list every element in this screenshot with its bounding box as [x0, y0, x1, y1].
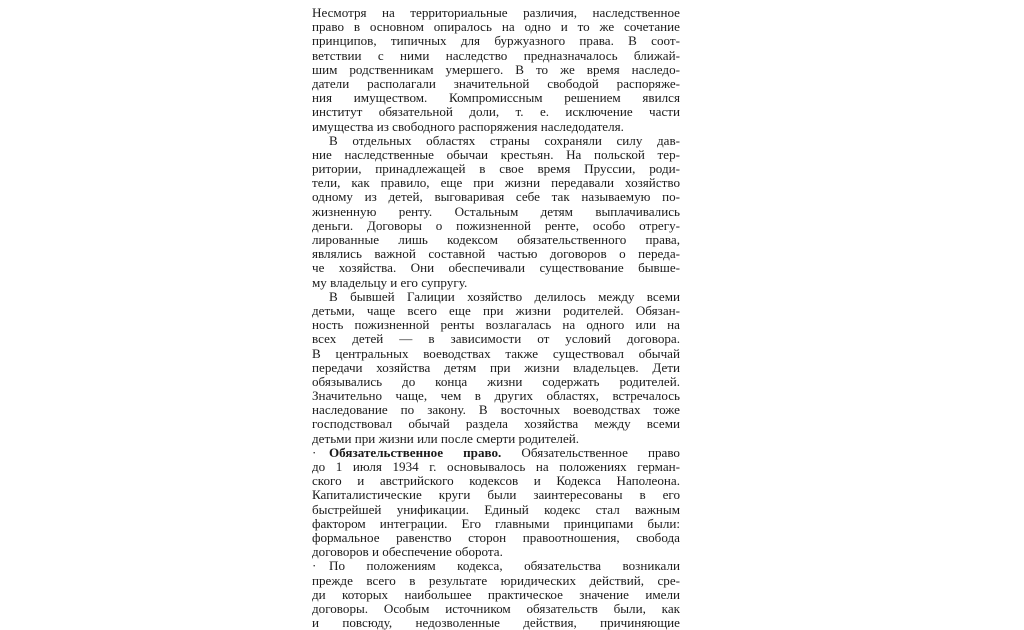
- text-line: В отдельных областях страны сохраняли силу дав-: [329, 133, 680, 148]
- text-line: деньги. Договоры о пожизненной ренте, особо отрегу-: [312, 218, 680, 233]
- text-line: право в основном опиралось на одно и то же сочетание: [312, 20, 680, 35]
- text-line: ветствии с ними наследство предназначалось ближай-: [312, 48, 680, 63]
- text-line: наследование по закону. В восточных воеводствах тоже: [312, 403, 680, 418]
- text-line: до 1 июля 1934 г. основывалось на положениях герман-: [312, 460, 680, 474]
- paragraph-code-provisions: [312, 559, 680, 630]
- bullet-mark: ·: [312, 559, 317, 574]
- text-line: [312, 446, 680, 460]
- text-line: Капиталистические круги были заинтересованы в его: [312, 488, 680, 503]
- text-line: детьми, чаще всего еще при жизни родителей. Обязан-: [312, 303, 680, 318]
- text-line: шим родственникам умершего. В то же время наследо-: [312, 62, 680, 77]
- text-line: Значительно чаще, чем в других областях, встречалось: [312, 389, 680, 404]
- text-line: ского и австрийского кодексов и Кодекса Наполеона.: [312, 474, 680, 489]
- text-line: В центральных воеводствах также существовал обычай: [312, 346, 680, 361]
- text-line: тели, как правило, еще при жизни передавали хозяйство: [312, 176, 680, 191]
- text-line: му владельцу и его супругу.: [312, 275, 468, 290]
- text-line: обязывались до конца жизни содержать родителей.: [312, 374, 680, 389]
- paragraph-inheritance-principles: [312, 6, 680, 134]
- text-line: детьми при жизни или после смерти родителей.: [312, 431, 580, 446]
- text-line-rest: По положениям кодекса, обязательства возникали: [329, 559, 680, 574]
- text-line: быстрейшей унификации. Единый кодекс стал важным: [312, 502, 680, 517]
- text-line: господствовал обычай раздела хозяйства между всеми: [312, 417, 680, 432]
- text-line: формальное равенство сторон правоотношения, свобода: [312, 530, 680, 545]
- text-line: [312, 559, 680, 573]
- text-line: датели располагали значительной свободой распоряже-: [312, 76, 680, 91]
- text-line: всех детей — в зависимости от условий договора.: [312, 332, 680, 347]
- paragraph-peasant-customs: [312, 134, 680, 290]
- text-line: договоров и обеспечение оборота.: [312, 545, 503, 560]
- text-line: Несмотря на территориальные различия, наследственное: [312, 6, 680, 20]
- section-heading: Обязательственное право.: [329, 445, 502, 460]
- text-line: лированные лишь кодексом обязательственного права,: [312, 233, 680, 247]
- text-line: ритории, принадлежащей в свое время Пруссии, роди-: [312, 162, 680, 177]
- text-line: ние наследственные обычаи крестьян. На польской тер-: [312, 147, 680, 162]
- bullet-mark: ·: [312, 445, 317, 460]
- text-line: че хозяйства. Они обеспечивали существование бывше-: [312, 261, 680, 276]
- text-line: прежде всего в результате юридических действий, сре-: [312, 573, 680, 588]
- text-line: договоры. Особым источником обязательств были, как: [312, 601, 680, 616]
- text-line: передачи хозяйства детям при жизни владельцев. Дети: [312, 360, 680, 375]
- text-line-rest: Обязательственное право: [501, 445, 680, 460]
- text-line: жизненную ренту. Остальным детям выплачивались: [312, 204, 680, 219]
- text-line: принципов, типичных для буржуазного права. В соот-: [312, 34, 680, 49]
- text-line: ность пожизненной ренты возлагалась на одного или на: [312, 318, 680, 333]
- text-line: институт обязательной доли, т. е. исключение части: [312, 105, 680, 120]
- text-column: [312, 6, 680, 630]
- text-line: фактором интеграции. Его главными принципами были:: [312, 516, 680, 531]
- text-line: и повсюду, недозволенные действия, причиняющие: [312, 616, 680, 630]
- text-line: ди которых наибольшее практическое значение имели: [312, 587, 680, 602]
- text-line: ния имуществом. Компромиссным решением явился: [312, 91, 680, 106]
- paragraph-galicia: [312, 290, 680, 446]
- paragraph-obligations-law: [312, 446, 680, 560]
- text-line: имущества из свободного распоряжения наследодателя.: [312, 119, 624, 134]
- text-line: являлись важной составной частью договоров о переда-: [312, 247, 680, 262]
- text-line: одному из детей, выговаривая себе так называемую по-: [312, 190, 680, 205]
- text-line: В бывшей Галиции хозяйство делилось между всеми: [329, 289, 680, 304]
